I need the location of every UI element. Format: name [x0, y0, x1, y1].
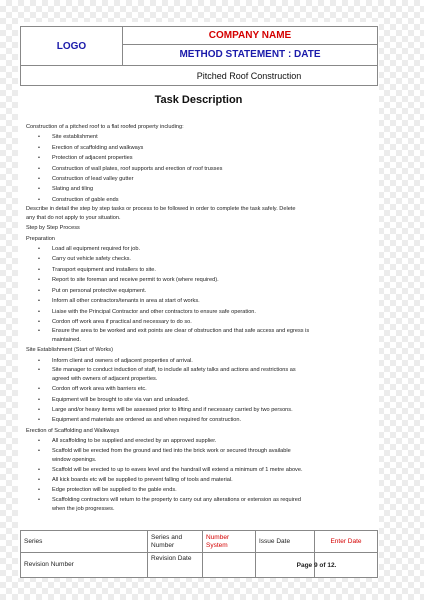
number-system-value: Number System [206, 533, 230, 549]
list-item-line: when the job progresses. [52, 505, 115, 512]
document-page [18, 22, 379, 578]
issue-date-value: Enter Date [330, 538, 362, 545]
list-item-line: window openings. [52, 456, 97, 463]
page-number: Page 9 of 12. [296, 561, 337, 569]
company-name: COMPANY NAME [123, 27, 377, 45]
list-item: • All kick boards etc will be supplied to prevent falling of tools and material. [38, 475, 372, 485]
series-number-label: Series and Number [151, 533, 183, 549]
section-title: Task Description [154, 94, 243, 106]
list-item-line: Site manager to conduct induction of staff, to include all safety talks and actions and restrictions as [52, 367, 296, 374]
list-item: • Erection of scaffolding and walkways [38, 143, 372, 153]
list-item: • Construction of wall plates, roof supports and erection of roof trusses [38, 164, 372, 174]
intro-list [26, 132, 372, 205]
list-item [38, 496, 372, 514]
preparation-list [26, 244, 372, 345]
step-by-step-heading: Step by Step Process [26, 225, 80, 232]
revision-number-label: Revision Number [24, 561, 74, 568]
list-item: • Cordon off work area with barriers etc. [38, 384, 372, 394]
document-body [26, 122, 372, 514]
footer-table [20, 530, 378, 578]
list-item: • Edge protection will be supplied to the gable ends. [38, 485, 372, 495]
list-item-line: Ensure the area to be worked and exit points are clear of obstruction and that safe access and egress is [52, 328, 310, 335]
list-item: • Large and/or heavy items will be assessed prior to lifting and if necessary carried by two persons. [38, 405, 372, 415]
list-item [38, 366, 372, 384]
method-statement-title: METHOD STATEMENT : DATE [179, 49, 321, 60]
series-label: Series [24, 538, 43, 545]
list-item: • Inform client and owners of adjacent properties of arrival. [38, 356, 372, 366]
list-item: • All scaffolding to be supplied and erected by an approved supplier. [38, 436, 372, 446]
list-item-line: Scaffolding contractors will return to the property to carry out any alterations or extension as required [52, 496, 301, 503]
list-item-line: agreed with owners of adjacent properties. [52, 376, 158, 383]
site-establishment-list [26, 356, 372, 426]
site-establishment-heading: Site Establishment (Start of Works) [26, 347, 113, 354]
revision-date-label: Revision Date [151, 555, 192, 562]
preparation-heading: Preparation [26, 235, 55, 242]
describe-line: Describe in detail the step by step tasks or process to be followed in order to complete the task safely. Delete [26, 206, 296, 213]
list-item: • Carry out vehicle safety checks. [38, 254, 372, 264]
list-item: • Load all equipment required for job. [38, 244, 372, 254]
list-item [38, 447, 372, 465]
scaffolding-heading: Erection of Scaffolding and Walkways [26, 427, 120, 434]
list-item: • Construction of lead valley gutter [38, 174, 372, 184]
intro-text: Construction of a pitched roof to a flat roofed property including: [26, 124, 184, 130]
list-item: • Cordon off work area if practical and necessary to do so. [38, 317, 372, 327]
issue-date-label: Issue Date [259, 538, 291, 545]
describe-line: any that do not apply to your situation. [26, 215, 121, 222]
list-item: • Protection of adjacent properties [38, 153, 372, 163]
list-item: • Transport equipment and installers to site. [38, 265, 372, 275]
list-item: • Report to site foreman and receive permit to work (where required). [38, 275, 372, 285]
list-item-line: Scaffold will be erected from the ground and tied into the brick work or secured through available [52, 447, 291, 454]
list-item: • Put on personal protective equipment. [38, 286, 372, 296]
list-item: • Inform all other contractors/tenants in area at start of works. [38, 296, 372, 306]
logo: LOGO [21, 27, 123, 65]
list-item: • Slating and tiling [38, 184, 372, 194]
list-item: • Scaffold will be erected to up to eaves level and the handrail will extend a minimum of 1 metre above. [38, 465, 372, 475]
document-subtitle-row [21, 65, 377, 86]
list-item: • Equipment will be brought to site via van and unloaded. [38, 395, 372, 405]
list-item: • Liaise with the Principal Contractor and other contractors to ensure safe operation. [38, 307, 372, 317]
scaffolding-list [26, 436, 372, 514]
list-item-line: maintained. [52, 337, 81, 344]
document-subtitle: Pitched Roof Construction [196, 71, 302, 81]
list-item: • Site establishment [38, 132, 372, 142]
list-item: • Construction of gable ends [38, 195, 372, 205]
list-item [38, 327, 372, 345]
list-item: • Equipment and materials are ordered as and when required for construction. [38, 415, 372, 425]
header-table [20, 26, 378, 86]
describe-text [26, 205, 372, 223]
